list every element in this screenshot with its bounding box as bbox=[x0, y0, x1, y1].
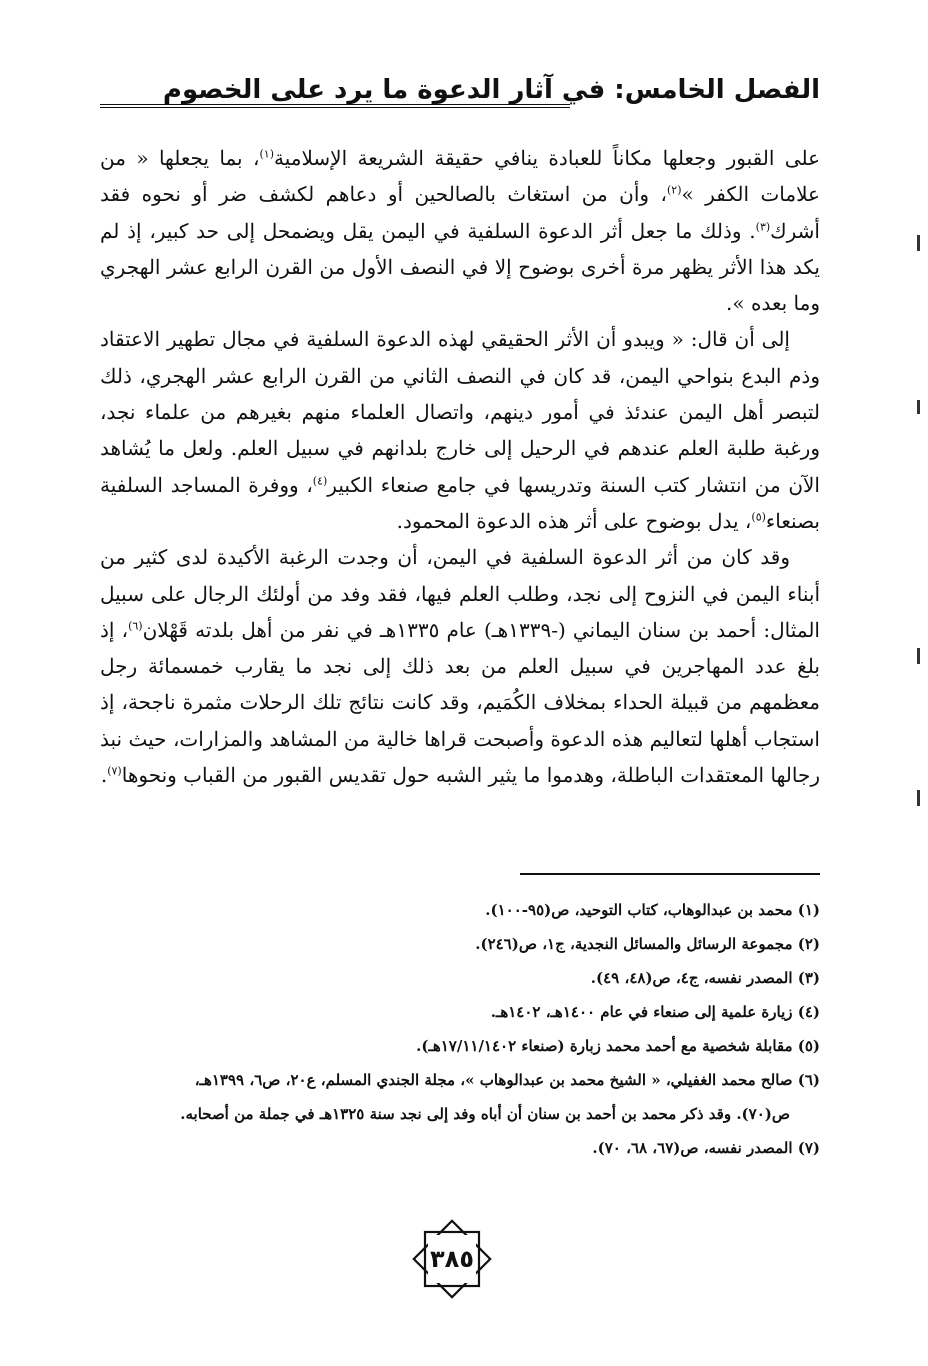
paragraph-2 bbox=[100, 321, 820, 539]
text-run: . bbox=[100, 763, 108, 788]
footnote-6-continuation: ص(٧٠). وقد ذكر محمد بن أحمد بن سنان أن أباه وفد إلى نجد سنة ١٣٢٥هـ في جملة من أصحابه. bbox=[180, 1105, 790, 1123]
footnote-ref-7: (٧) bbox=[107, 764, 122, 778]
running-header bbox=[100, 70, 820, 114]
page-number-ornament bbox=[409, 1218, 495, 1300]
text-run: وقد كان من أثر الدعوة السلفية في اليمن، أن وجدت الرغبة الأكيدة لدى كثير من أبناء اليمن في النزوح إلى نجد، وطلب العلم فيها، فقد وفد من أولئك الرجال على سبيل المثال: أحمد بن سنان اليماني (-١٣٣٩هـ) عام ١٣٣٥هـ في نفر من أهل بلدته قَهْلان bbox=[100, 545, 820, 642]
footnote-ref-2: (٢) bbox=[666, 183, 682, 197]
text-run: إلى أن قال: « ويبدو أن الأثر الحقيقي لهذه الدعوة السلفية في مجال تطهير الاعتقاد وذم البدع بنواحي اليمن، قد كان في النصف الثاني من القرن الرابع عشر الهجري، ذلك لتبصر أهل اليمن عندئذ في أمور دينهم، واتصال العلماء منهم بغيرهم من علماء نجد، ورغبة طلبة العلم عندهم في الرحيل إلى خارج بلدانهم في سبيل العلم. ولعل ما يُشاهد الآن من انتشار كتب السنة وتدريسها في جامع صنعاء الكبير bbox=[100, 327, 820, 497]
text-run: ، ووفرة المساجد السلفية بصنعاء bbox=[100, 472, 820, 533]
footnote-1: (١) محمد بن عبدالوهاب، كتاب التوحيد، ص(٩٥-١٠٠). bbox=[485, 901, 820, 919]
footnote-ref-6: (٦) bbox=[128, 619, 143, 633]
body-text bbox=[100, 140, 820, 793]
footnote-4: (٤) زيارة علمية إلى صنعاء في عام ١٤٠٠هـ، ١٤٠٢هـ. bbox=[490, 1003, 820, 1021]
footnote-2: (٢) مجموعة الرسائل والمسائل النجدية، ج١، ص(٢٤٦). bbox=[475, 935, 820, 953]
scan-mark bbox=[917, 648, 920, 664]
text-run: . وذلك ما جعل أثر الدعوة السلفية في اليمن يقل ويضمحل إلى حد كبير، إذ لم يكد هذا الأثر يظهر مرة أخرى بوضوح إلا في النصف الأول من القرن الرابع عشر الهجري وما بعده ». bbox=[100, 218, 820, 316]
footnote-3: (٣) المصدر نفسه، ج٤، ص(٤٨، ٤٩). bbox=[590, 969, 820, 987]
scan-mark bbox=[917, 790, 920, 806]
footnote-5: (٥) مقابلة شخصية مع أحمد محمد زبارة (صنعاء ١٧/١١/١٤٠٢هـ). bbox=[416, 1037, 820, 1055]
text-run: على القبور وجعلها مكاناً للعبادة ينافي حقيقة الشريعة الإسلامية bbox=[274, 146, 821, 170]
page-number: ٣٨٥ bbox=[430, 1245, 474, 1273]
footnotes bbox=[100, 893, 820, 1165]
paragraph-1 bbox=[100, 140, 820, 321]
text-run: ، يدل بوضوح على أثر هذه الدعوة المحمود. bbox=[396, 508, 752, 533]
text-run: ، إذ بلغ عدد المهاجرين في سبيل العلم من بعد ذلك إلى نجد ما يقارب خمسمائة رجل معظمهم من قبيلة الحداء بمخلاف الكُمَيم، وقد كانت نتائج تلك الرحلات مثمرة ناجحة، إذ استجاب أهلها لتعاليم هذه الدعوة وأصبحت قراها خالية من المشاهد والمزارات، حيث نبذ رجالها المعتقدات الباطلة، وهدموا ما يثير الشبه حول تقديس القبور من القباب ونحوها bbox=[100, 617, 820, 788]
footnote-ref-3: (٣) bbox=[755, 219, 771, 233]
scan-mark bbox=[917, 235, 920, 251]
footnote-6: (٦) صالح محمد الغفيلي، « الشيخ محمد بن عبدالوهاب »، مجلة الجندي المسلم، ع٢٠، ص٦، ١٣٩٩هـ، bbox=[194, 1071, 820, 1089]
footnote-7: (٧) المصدر نفسه، ص(٦٧، ٦٨، ٧٠). bbox=[592, 1139, 820, 1157]
chapter-title: الفصل الخامس: في آثار الدعوة ما يرد على الخصوم bbox=[162, 75, 820, 105]
scan-mark bbox=[917, 400, 920, 414]
footnote-ref-1: (١) bbox=[259, 147, 274, 161]
text-run: ، بما يجعلها « من علامات الكفر » bbox=[100, 146, 820, 207]
footnote-ref-4: (٤) bbox=[312, 474, 328, 488]
header-rule bbox=[100, 104, 570, 108]
footnote-ref-5: (٥) bbox=[751, 510, 766, 524]
paragraph-3 bbox=[100, 539, 820, 793]
text-run: ، وأن من استغاث بالصالحين أو دعاهم لكشف ضر أو نحوه فقد أشرك bbox=[100, 182, 820, 243]
footnote-separator bbox=[520, 873, 820, 875]
